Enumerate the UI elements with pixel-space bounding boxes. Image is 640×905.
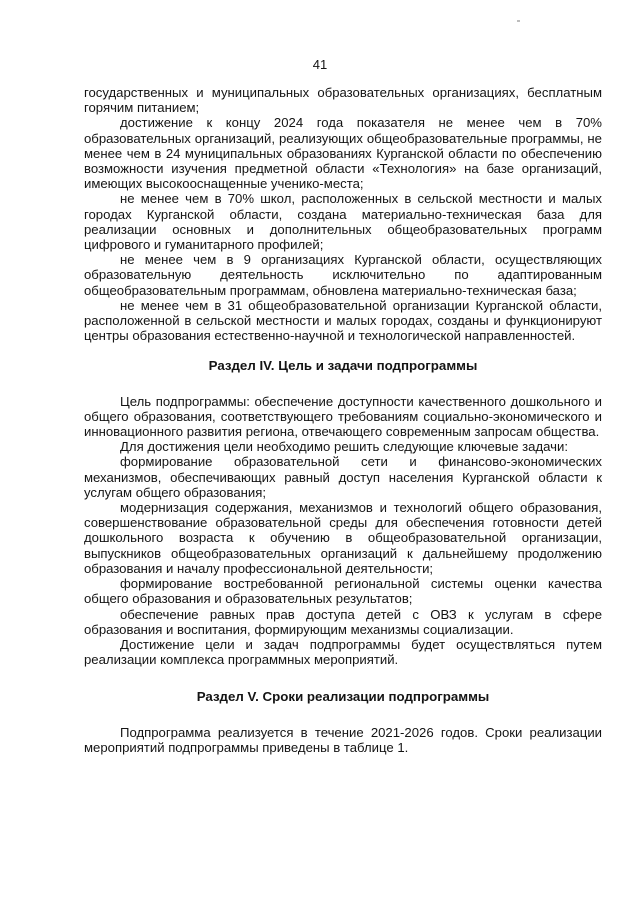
section-heading: Раздел V. Сроки реализации подпрограммы bbox=[196, 689, 490, 705]
paragraph: не менее чем в 70% школ, расположенных в сельской местности и малых городах Курганской области, создана материально-техническая база для реализации основных и дополнительных общеобразовательных программ цифрового и гуманитарного профилей; bbox=[84, 191, 602, 253]
paragraph: Достижение цели и задач подпрограммы будет осуществляться путем реализации комплекса программных мероприятий. bbox=[84, 636, 602, 668]
paragraph: не менее чем в 31 общеобразовательной организации Курганской области, расположенной в сельской местности и малых городах, созданы и функционируют центры образования естественно-научной и технологической направленностей. bbox=[84, 297, 602, 344]
section-heading: Раздел IV. Цель и задачи подпрограммы bbox=[208, 358, 478, 374]
paragraph: формирование востребованной региональной системы оценки качества общего образования и образовательных результатов; bbox=[84, 576, 602, 607]
paragraph: не менее чем в 9 организациях Курганской области, осуществляющих образовательную деятельность исключительно по адаптированным общеобразовательным программам, обновлена материально-техническая база; bbox=[84, 252, 602, 298]
paragraph: формирование образовательной сети и финансово-экономических механизмов, обеспечивающих равный доступ населения Курганской области к услугам общего образования; bbox=[84, 454, 602, 500]
paragraph: модернизация содержания, механизмов и технологий общего образования, совершенствование образовательной среды для обеспечения готовности детей дошкольного возраста к обучению в общеобразовательной организации, выпускников общеобразовательных организаций к дальнейшему продолжению образования и началу профессиональной деятельности; bbox=[84, 500, 602, 576]
paragraph: Подпрограмма реализуется в течение 2021-2026 годов. Сроки реализации мероприятий подпрограммы приведены в таблице 1. bbox=[84, 724, 602, 755]
paragraph: обеспечение равных прав доступа детей с ОВЗ к услугам в сфере образования и воспитания, формирующим механизмы социализации. bbox=[84, 606, 602, 637]
paragraph: государственных и муниципальных образовательных организациях, бесплатным горячим питанием; bbox=[84, 85, 602, 116]
paragraph: достижение к концу 2024 года показателя не менее чем в 70% образовательных организаций, реализующих общеобразовательные программы, не менее чем в 24 муниципальных образованиях Курганской области по обеспечению возможности изучения предметной области «Технология» на базе организаций, имеющих высокооснащенные ученико-места; bbox=[84, 115, 602, 192]
paragraph: Для достижения цели необходимо решить следующие ключевые задачи: bbox=[120, 439, 569, 455]
paragraph: Цель подпрограммы: обеспечение доступности качественного дошкольного и общего образования, соответствующего требованиям социально-экономического и инновационного развития региона, отвечающего современным запросам общества. bbox=[84, 393, 602, 440]
scan-speck bbox=[517, 20, 520, 22]
document-body bbox=[84, 85, 602, 755]
page-number: 41 bbox=[312, 57, 328, 72]
